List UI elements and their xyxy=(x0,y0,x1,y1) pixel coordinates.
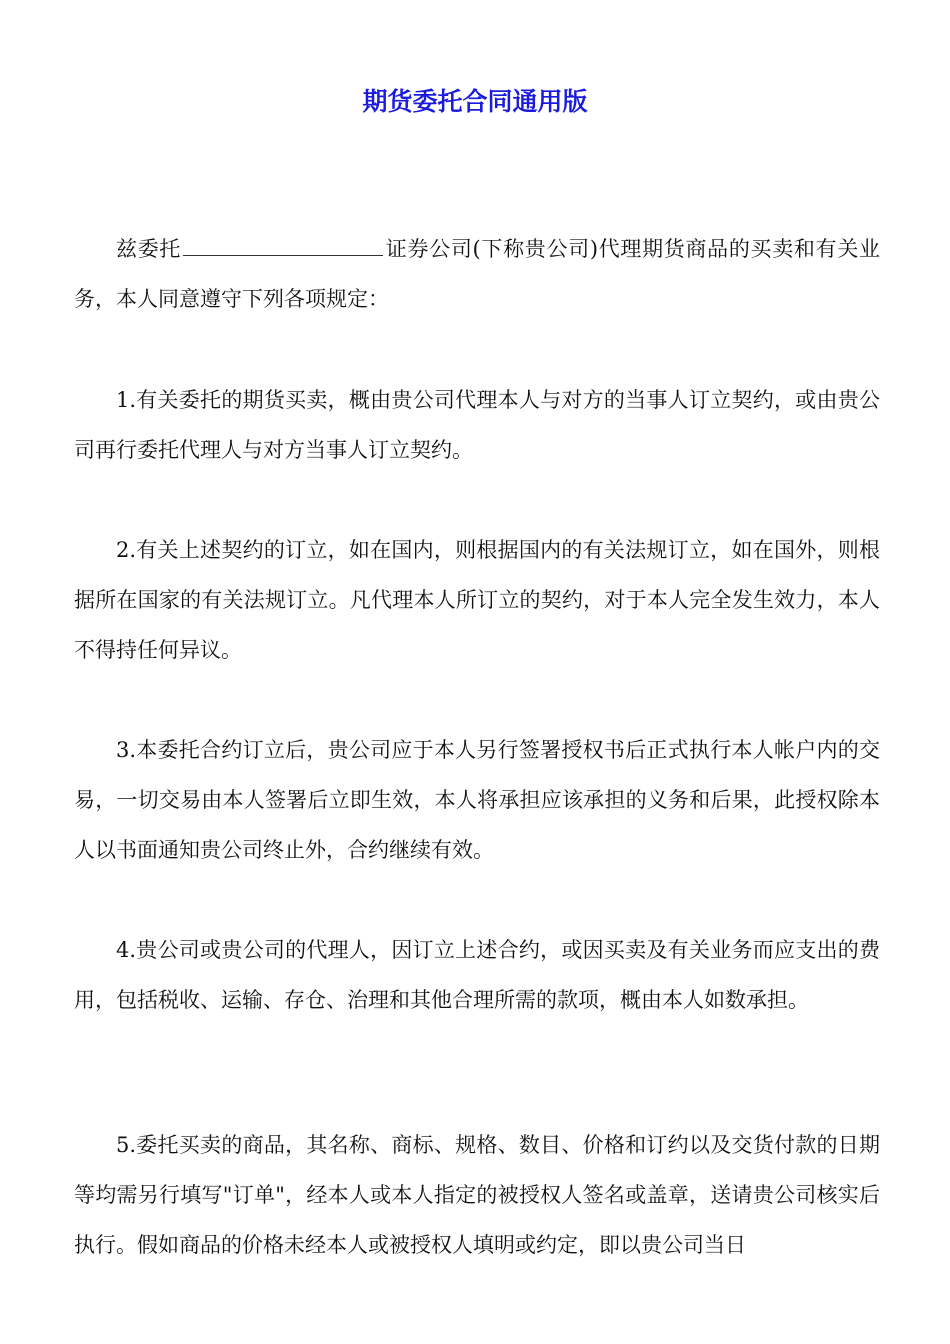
company-name-blank xyxy=(183,235,383,256)
intro-after-blank: 证券公司(下称贵公司)代理期货商品的买卖和有关业务，本人同意遵守下列各项规定： xyxy=(74,237,881,311)
clause-4: 4.贵公司或贵公司的代理人，因订立上述合约，或因买卖及有关业务而应支出的费用，包括税收、运输、存仓、治理和其他合理所需的款项，概由本人如数承担。 xyxy=(74,938,880,1012)
clause-5: 5.委托买卖的商品，其名称、商标、规格、数目、价格和订约以及交货付款的日期等均需另行填写"订单"，经本人或本人指定的被授权人签名或盖章，送请贵公司核实后执行。假如商品的价格未经本人或被授权人填明或约定，即以贵公司当日 xyxy=(74,1133,880,1257)
clause-2: 2.有关上述契约的订立，如在国内，则根据国内的有关法规订立，如在国外，则根据所在国家的有关法规订立。凡代理本人所订立的契约，对于本人完全发生效力，本人不得持任何异议。 xyxy=(74,538,880,662)
document-title: 期货委托合同通用版 xyxy=(362,87,588,116)
intro-before-blank: 兹委托 xyxy=(116,237,182,261)
clause-3: 3.本委托合约订立后，贵公司应于本人另行签署授权书后正式执行本人帐户内的交易，一切交易由本人签署后立即生效，本人将承担应该承担的义务和后果，此授权除本人以书面通知贵公司终止外，合约继续有效。 xyxy=(74,738,880,862)
clause-1: 1.有关委托的期货买卖，概由贵公司代理本人与对方的当事人订立契约，或由贵公司再行委托代理人与对方当事人订立契约。 xyxy=(74,388,880,462)
intro-paragraph xyxy=(74,224,880,324)
